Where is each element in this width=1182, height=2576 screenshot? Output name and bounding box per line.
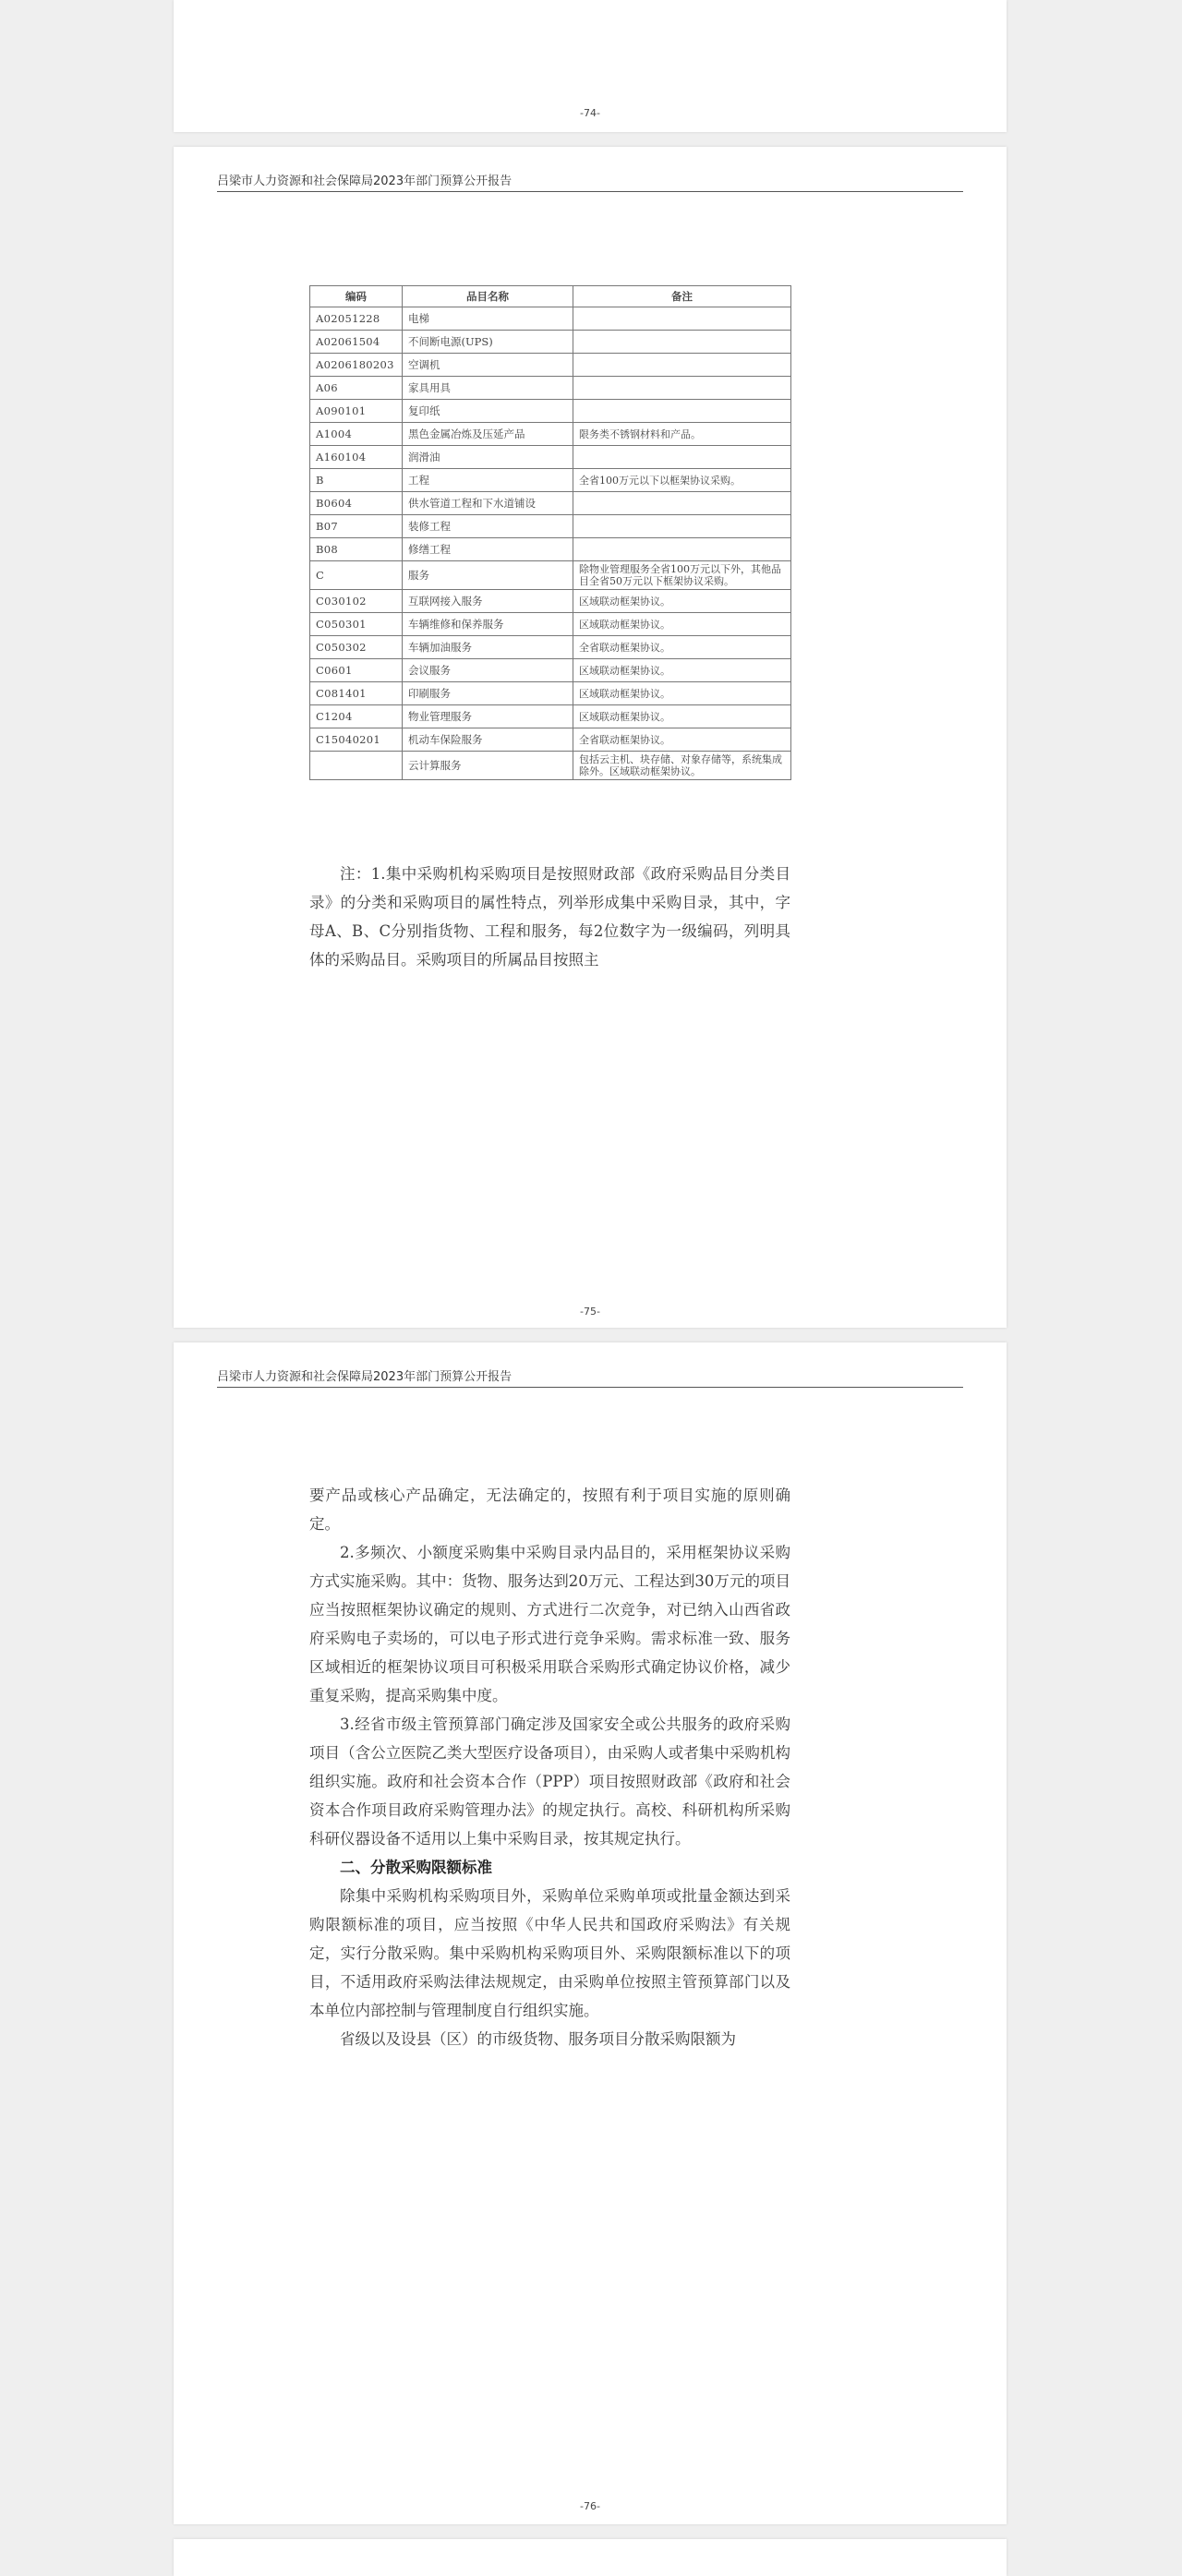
- table-row: [310, 561, 791, 590]
- table-row: [310, 515, 791, 538]
- table-row: [310, 377, 791, 400]
- cell-item-name: 电梯: [403, 307, 573, 331]
- cell-item-name: 不间断电源(UPS): [403, 331, 573, 354]
- cell-remark: 限务类不锈钢材料和产品。: [573, 423, 791, 446]
- cell-remark: 区域联动框架协议。: [573, 705, 791, 728]
- cell-remark: 区域联动框架协议。: [573, 613, 791, 636]
- table-row: [310, 538, 791, 561]
- paragraph-3: 3.经省市级主管预算部门确定涉及国家安全或公共服务的政府采购项目（含公立医院乙类大型医疗设备项目），由采购人或者集中采购机构组织实施。政府和社会资本合作（PPP）项目按照财政部《政府和社会资本合作项目政府采购管理办法》的规定执行。高校、科研机构所采购科研仪器设备不适用以上集中采购目录，按其规定执行。: [309, 1715, 790, 1848]
- cell-code: B0604: [310, 492, 403, 515]
- cell-remark: 区域联动框架协议。: [573, 682, 791, 705]
- table-row: [310, 613, 791, 636]
- column-header-item-name: 品目名称: [403, 286, 573, 307]
- table-header-row: [310, 286, 791, 307]
- note-paragraph: 注：1.集中采购机构采购项目是按照财政部《政府采购品目分类目录》的分类和采购项目的属性特点，列举形成集中采购目录，其中，字母A、B、C分别指货物、工程和服务，每2位数字为一级编码，列明具体的采购品目。采购项目的所属品目按照主: [309, 865, 790, 969]
- table-row: [310, 446, 791, 469]
- cell-code: B: [310, 469, 403, 492]
- cell-remark: 全省联动框架协议。: [573, 728, 791, 752]
- cell-code: C15040201: [310, 728, 403, 752]
- table-row: [310, 682, 791, 705]
- cell-remark: [573, 377, 791, 400]
- cell-item-name: 印刷服务: [403, 682, 573, 705]
- cell-item-name: 车辆加油服务: [403, 636, 573, 659]
- cell-code: C030102: [310, 590, 403, 613]
- cell-remark: 全省联动框架协议。: [573, 636, 791, 659]
- cell-remark: 除物业管理服务全省100万元以下外，其他品目全省50万元以下框架协议采购。: [573, 561, 791, 590]
- cell-remark: [573, 515, 791, 538]
- cell-code: A1004: [310, 423, 403, 446]
- cell-remark: [573, 446, 791, 469]
- page-76: [174, 1342, 1007, 2524]
- cell-item-name: 机动车保险服务: [403, 728, 573, 752]
- table-row: [310, 423, 791, 446]
- cell-item-name: 润滑油: [403, 446, 573, 469]
- table-row: [310, 590, 791, 613]
- cell-remark: [573, 307, 791, 331]
- page-body: [309, 1481, 790, 2053]
- cell-item-name: 复印纸: [403, 400, 573, 423]
- page-number: -75-: [580, 1306, 600, 1318]
- cell-item-name: 云计算服务: [403, 752, 573, 780]
- section-heading: 二、分散采购限额标准: [340, 1859, 492, 1876]
- table-note: [309, 860, 790, 974]
- cell-code: B07: [310, 515, 403, 538]
- table-row: [310, 354, 791, 377]
- cell-item-name: 供水管道工程和下水道铺设: [403, 492, 573, 515]
- continued-paragraph: 要产品或核心产品确定，无法确定的，按照有利于项目实施的原则确定。: [309, 1487, 790, 1533]
- cell-remark: [573, 538, 791, 561]
- cell-code: C081401: [310, 682, 403, 705]
- column-header-remark: 备注: [573, 286, 791, 307]
- cell-code: A160104: [310, 446, 403, 469]
- cell-code: C1204: [310, 705, 403, 728]
- cell-remark: [573, 331, 791, 354]
- cell-code: C050302: [310, 636, 403, 659]
- cell-code: A090101: [310, 400, 403, 423]
- running-header: 吕梁市人力资源和社会保障局2023年部门预算公开报告: [217, 1366, 963, 1388]
- table-row: [310, 659, 791, 682]
- cell-item-name: 装修工程: [403, 515, 573, 538]
- cell-remark: 全省100万元以下以框架协议采购。: [573, 469, 791, 492]
- cell-code: A02061504: [310, 331, 403, 354]
- page-number: -76-: [580, 2500, 600, 2512]
- cell-code: C0601: [310, 659, 403, 682]
- table-row: [310, 307, 791, 331]
- cell-remark: 包括云主机、块存储、对象存储等，系统集成除外。区域联动框架协议。: [573, 752, 791, 780]
- cell-item-name: 空调机: [403, 354, 573, 377]
- cell-item-name: 家具用具: [403, 377, 573, 400]
- cell-item-name: 服务: [403, 561, 573, 590]
- table-row: [310, 728, 791, 752]
- cell-remark: 区域联动框架协议。: [573, 590, 791, 613]
- page-77: [174, 2539, 1007, 2576]
- cell-item-name: 修缮工程: [403, 538, 573, 561]
- cell-remark: [573, 354, 791, 377]
- cell-item-name: 工程: [403, 469, 573, 492]
- cell-remark: [573, 492, 791, 515]
- cell-remark: [573, 400, 791, 423]
- cell-item-name: 车辆维修和保养服务: [403, 613, 573, 636]
- page-number: -74-: [580, 107, 600, 119]
- table-row: [310, 331, 791, 354]
- procurement-catalog-table: [309, 285, 791, 780]
- paragraph-2: 2.多频次、小额度采购集中采购目录内品目的，采用框架协议采购方式实施采购。其中：货物、服务达到20万元、工程达到30万元的项目应当按照框架协议确定的规则、方式进行二次竞争，对已纳入山西省政府采购电子卖场的，可以电子形式进行竞争采购。需求标准一致、服务区域相近的框架协议项目可积极采用联合采购形式确定协议价格，减少重复采购，提高采购集中度。: [309, 1544, 790, 1704]
- cell-item-name: 物业管理服务: [403, 705, 573, 728]
- cell-code: B08: [310, 538, 403, 561]
- paragraph-4: 除集中采购机构采购项目外，采购单位采购单项或批量金额达到采购限额标准的项目，应当按照《中华人民共和国政府采购法》有关规定，实行分散采购。集中采购机构采购项目外、采购限额标准以下的项目，不适用政府采购法律法规规定，由采购单位按照主管预算部门以及本单位内部控制与管理制度自行组织实施。: [309, 1887, 790, 2019]
- cell-code: A06: [310, 377, 403, 400]
- page-75: [174, 147, 1007, 1328]
- page-74: [174, 0, 1007, 132]
- cell-item-name: 互联网接入服务: [403, 590, 573, 613]
- table-row: [310, 752, 791, 780]
- cell-item-name: 黑色金属冶炼及压延产品: [403, 423, 573, 446]
- cell-remark: 区域联动框架协议。: [573, 659, 791, 682]
- running-header: 吕梁市人力资源和社会保障局2023年部门预算公开报告: [217, 171, 963, 192]
- table-row: [310, 492, 791, 515]
- cell-code: [310, 752, 403, 780]
- table-row: [310, 469, 791, 492]
- cell-item-name: 会议服务: [403, 659, 573, 682]
- cell-code: A0206180203: [310, 354, 403, 377]
- table-row: [310, 636, 791, 659]
- paragraph-5: 省级以及设县（区）的市级货物、服务项目分散采购限额为: [340, 2030, 736, 2048]
- cell-code: C: [310, 561, 403, 590]
- cell-code: A02051228: [310, 307, 403, 331]
- table-row: [310, 400, 791, 423]
- column-header-code: 编码: [310, 286, 403, 307]
- table-row: [310, 705, 791, 728]
- cell-code: C050301: [310, 613, 403, 636]
